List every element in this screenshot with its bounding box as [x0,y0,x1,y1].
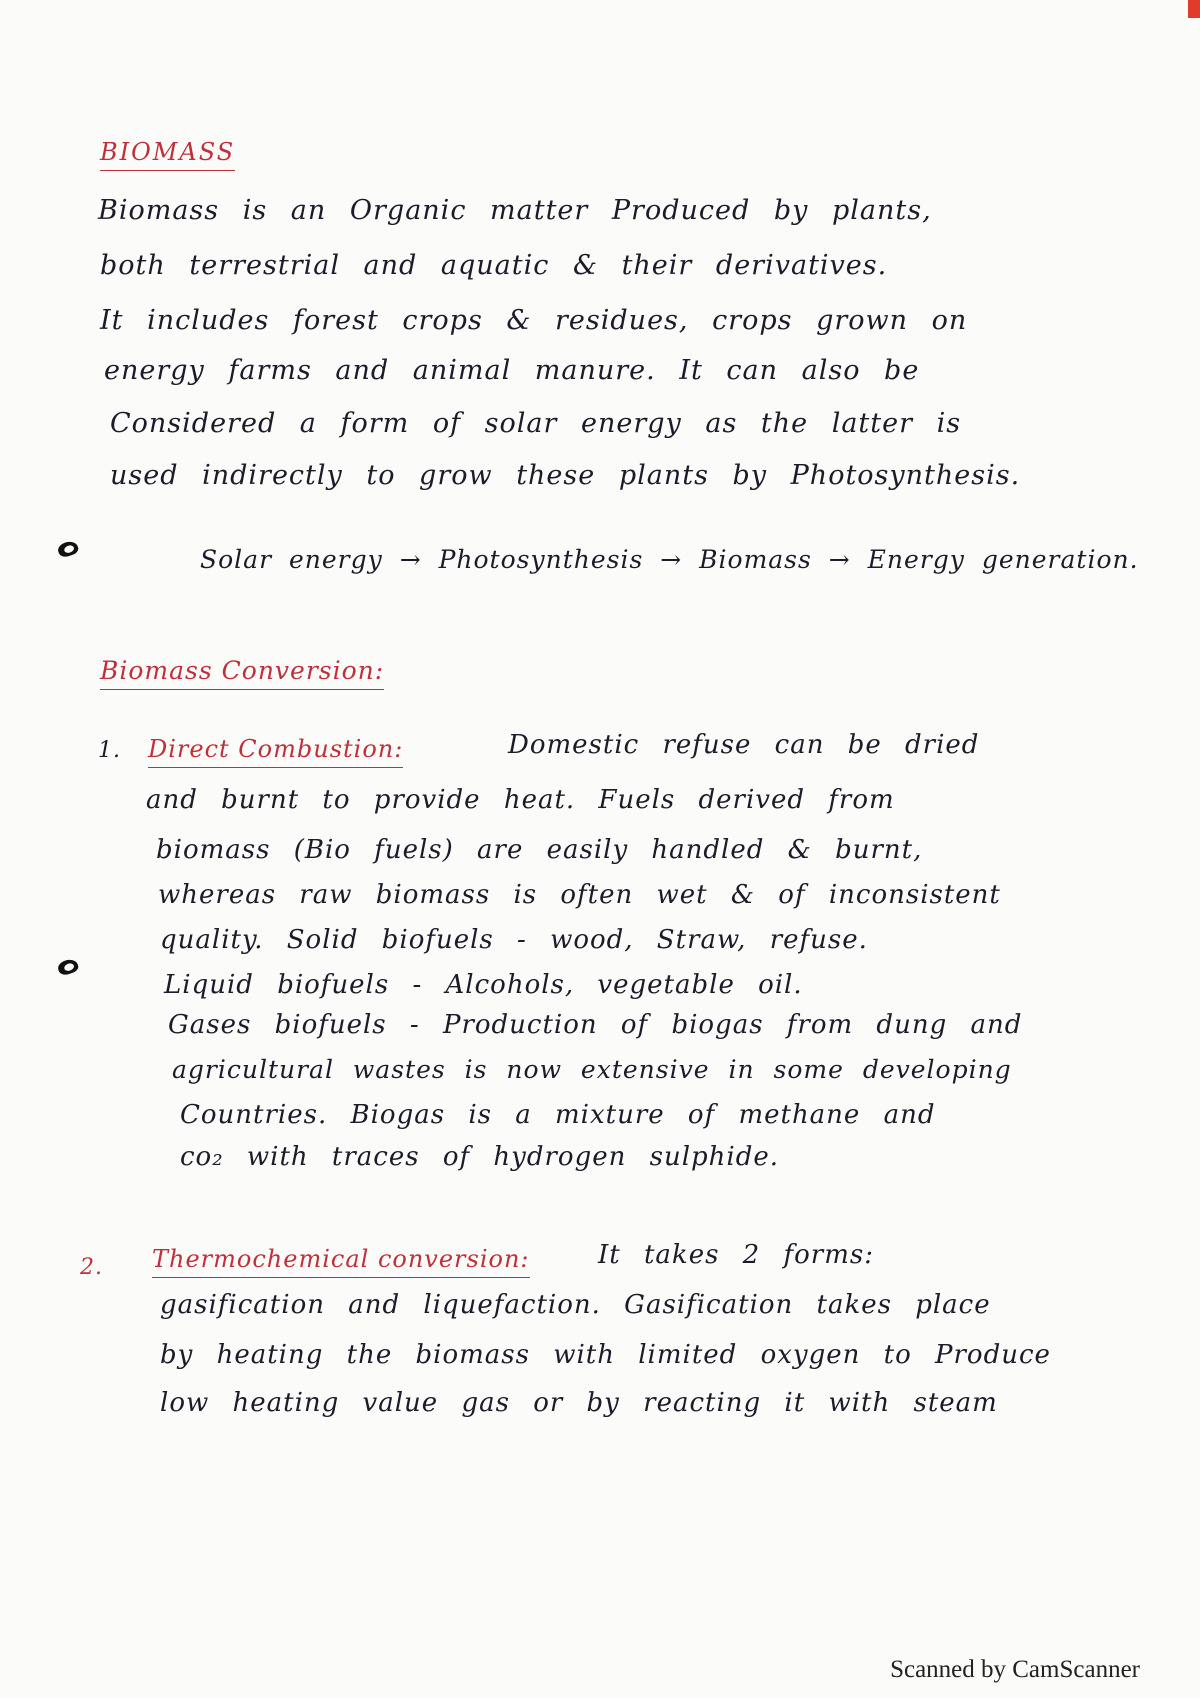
item-line: whereas raw biomass is often wet & of inconsistent [158,880,1001,910]
item-line: biomass (Bio fuels) are easily handled & burnt, [156,835,923,865]
item-line: Domestic refuse can be dried [508,730,980,760]
corner-mark [1188,0,1200,18]
item-line: agricultural wastes is now extensive in some developing [172,1055,1012,1084]
item-line: Countries. Biogas is a mixture of methane and [180,1100,936,1130]
item-line: low heating value gas or by reacting it with steam [160,1388,998,1418]
punch-hole-mark [56,539,80,559]
item-line: Gases biofuels - Production of biogas from dung and [168,1010,1023,1040]
heading-biomass: BIOMASS [100,138,235,171]
item-line: co₂ with traces of hydrogen sulphide. [180,1142,780,1172]
heading-direct-combustion: Direct Combustion: [148,735,403,768]
intro-line: Considered a form of solar energy as the latter is [110,408,962,439]
intro-line: used indirectly to grow these plants by Photosynthesis. [110,460,1021,491]
item-line: It takes 2 forms: [598,1240,874,1270]
item-number: 1. [98,738,121,763]
item-line: and burnt to provide heat. Fuels derived from [146,785,895,815]
energy-flow-line: Solar energy → Photosynthesis → Biomass → Energy generation. [200,545,1139,574]
heading-biomass-conversion: Biomass Conversion: [100,656,384,690]
item-line: gasification and liquefaction. Gasification takes place [160,1290,991,1320]
intro-line: energy farms and animal manure. It can also be [104,355,920,386]
item-line: quality. Solid biofuels - wood, Straw, refuse. [160,925,868,955]
punch-hole-mark [56,957,80,977]
intro-line: Biomass is an Organic matter Produced by plants, [98,195,932,226]
item-line: by heating the biomass with limited oxygen to Produce [160,1340,1051,1370]
item-line: Liquid biofuels - Alcohols, vegetable oil. [164,970,803,1000]
intro-line: both terrestrial and aquatic & their derivatives. [100,250,888,281]
item-number: 2. [80,1255,103,1280]
scanner-watermark: Scanned by CamScanner [890,1656,1140,1683]
heading-thermochemical-conversion: Thermochemical conversion: [152,1245,530,1278]
intro-line: It includes forest crops & residues, crops grown on [100,305,968,336]
